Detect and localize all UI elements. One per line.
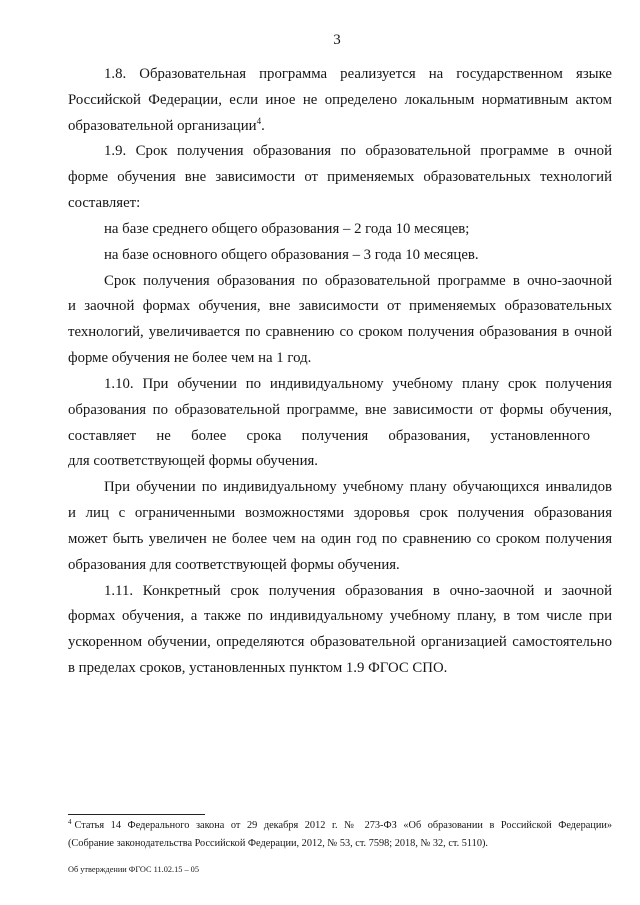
paragraph-1-11 — [68, 579, 612, 682]
paragraph-line: для соответствующей формы обучения. — [68, 453, 318, 470]
paragraph-line-end: . — [261, 117, 265, 134]
paragraph-line: формах обучения, а также по индивидуальному учебному плану, в том числе при — [68, 608, 612, 625]
paragraph-line: и лиц с ограниченными возможностями здоровья срок получения образования — [68, 505, 612, 522]
paragraph-1-9 — [68, 139, 612, 268]
footnote-line — [68, 817, 612, 835]
paragraph-line-text: образовательной организации — [68, 117, 257, 134]
paragraph-line — [68, 114, 612, 140]
paragraph-line: При обучении по индивидуальному учебному плану обучающихся инвалидов — [104, 479, 612, 496]
paragraph-line: технологий, увеличивается по сравнению со сроком получения образования в очной — [68, 324, 612, 341]
paragraph-line: 1.10. При обучении по индивидуальному учебному плану срок получения — [104, 375, 612, 392]
paragraph-line: 1.11. Конкретный срок получения образования в очно-заочной и заочной — [104, 582, 612, 599]
document-body — [68, 62, 612, 682]
paragraph-1-10-extra — [68, 475, 612, 578]
footnote-divider — [68, 814, 205, 815]
paragraph-line: ускоренном обучении, определяются образовательной организацией самостоятельно — [68, 634, 612, 651]
paragraph-line: образования по образовательной программе, вне зависимости от формы обучения, — [68, 401, 612, 418]
paragraph-line: 1.8. Образовательная программа реализуется на государственном языке — [104, 66, 612, 82]
paragraph-line: составляет: — [68, 195, 141, 212]
paragraph-line: составляет не более срока получения образования, установленного — [68, 427, 590, 444]
paragraph-line: форме обучения вне зависимости от применяемых образовательных технологий — [68, 169, 612, 186]
paragraph-line: и заочной формах обучения, вне зависимости от применяемых образовательных — [68, 298, 612, 315]
paragraph-line: Российской Федерации, если иное не определено локальным нормативным актом — [68, 91, 612, 108]
footnote-ref: 4 — [256, 115, 262, 126]
paragraph-line: 1.9. Срок получения образования по образовательной программе в очной — [104, 143, 612, 160]
list-item: на базе основного общего образования – 3 года 10 месяцев. — [104, 246, 479, 263]
page-footer: Об утверждении ФГОС 11.02.15 – 05 — [68, 865, 199, 874]
paragraph-line: может быть увеличен не более чем на один год по сравнению со сроком получения — [68, 530, 612, 547]
footnote-line: (Собрание законодательства Российской Федерации, 2012, № 53, ст. 7598; 2018, № 32, ст. 5110). — [68, 838, 488, 849]
paragraph-line: форме обучения не более чем на 1 год. — [68, 350, 312, 367]
footnote — [68, 817, 612, 853]
paragraph-1-8 — [68, 62, 612, 139]
paragraph-line: Срок получения образования по образовательной программе в очно-заочной — [104, 272, 612, 289]
paragraph-line: в пределах сроков, установленных пунктом 1.9 ФГОС СПО. — [68, 660, 448, 677]
list-item: на базе среднего общего образования – 2 года 10 месяцев; — [104, 220, 470, 237]
footnote-line-text: Статья 14 Федерального закона от 29 декабря 2012 г. № 273-ФЗ «Об образовании в Российской Федерации» — [74, 820, 612, 831]
paragraph-1-10 — [68, 372, 612, 475]
paragraph-1-9-extra — [68, 269, 612, 372]
paragraph-line: образования для соответствующей формы обучения. — [68, 556, 400, 573]
footnote-marker: 4 — [68, 817, 72, 826]
page-number: 3 — [333, 32, 341, 48]
